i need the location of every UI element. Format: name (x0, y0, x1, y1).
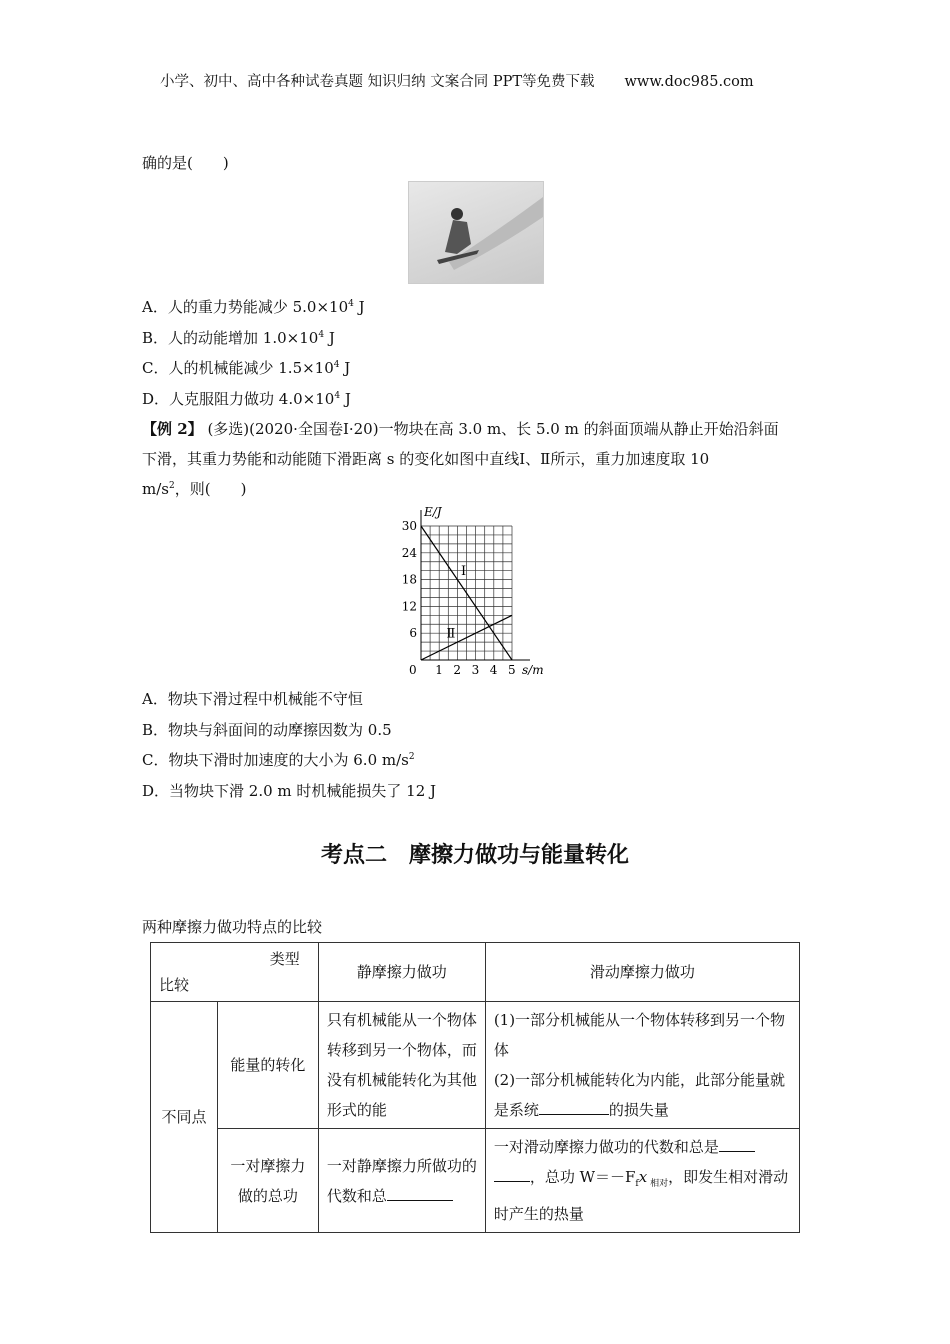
sandboarding-photo (408, 181, 544, 284)
option-a (142, 296, 365, 317)
option-b (142, 719, 392, 740)
option-d (142, 780, 436, 801)
photo-illustration (409, 182, 543, 283)
option-d (142, 388, 351, 409)
series-label-2: Ⅱ (446, 626, 456, 642)
static-text: 一对静摩擦力所做功的代数和总 (326, 1156, 477, 1205)
x-tick-label: 3 (471, 663, 480, 677)
option-unit: J (324, 328, 335, 347)
y-tick-label: 24 (401, 545, 417, 560)
x-tick-label: 1 (435, 663, 443, 677)
sliding-point2 (494, 1065, 791, 1125)
x-tick-label: 5 (508, 663, 516, 677)
sliding-cell (485, 1002, 799, 1129)
y-tick-label: 18 (401, 572, 417, 587)
option-c (142, 749, 415, 770)
q2-text1: (多选)(2020·全国卷Ⅰ·20)一物块在高 3.0 m、长 5.0 m 的斜面顶端从静止开始沿斜面 (202, 420, 779, 438)
q2-line1 (142, 418, 779, 439)
table-intro: 两种摩擦力做功特点的比较 (142, 918, 323, 936)
option-label: A． (142, 690, 168, 708)
energy-chart (390, 500, 544, 680)
option-label: D． (142, 781, 170, 800)
option-a (142, 688, 363, 709)
option-label: A． (142, 298, 168, 316)
example-tag: 【例 2】 (142, 420, 203, 438)
option-label: C． (142, 359, 169, 377)
sliding-text: ，即发生相对滑动时产生的热量 (493, 1168, 789, 1223)
x-axis-label: s/m (522, 663, 544, 677)
q1-stem: 确的是( ) (142, 154, 229, 172)
sub-f: f (635, 1179, 639, 1189)
option-text: 物块与斜面间的动摩擦因数为 0.5 (168, 720, 392, 739)
option-exp: 4 (318, 329, 325, 340)
var-x: x (638, 1168, 648, 1186)
option-text: 物块下滑时加速度的大小为 6.0 m/s (168, 751, 409, 769)
option-text: 人的机械能减少 1.5×10 (168, 359, 334, 377)
option-exp: 2 (408, 752, 415, 762)
q2-unit: m/s (142, 480, 169, 498)
sliding-cell (485, 1129, 799, 1233)
x-tick-label: 2 (453, 663, 462, 677)
row-label: 一对摩擦力做的总功 (218, 1129, 319, 1233)
sliding-point1: (1)一部分机械能从一个物体转移到另一个物体 (493, 1011, 786, 1059)
series-label-1: Ⅰ (461, 564, 467, 580)
y-tick-label: 6 (409, 626, 417, 641)
table-row (151, 1129, 800, 1233)
table-header-row (151, 943, 800, 1002)
option-text: 人的重力势能减少 5.0×10 (167, 298, 349, 316)
option-unit: J (353, 298, 365, 316)
option-exp: 4 (333, 360, 340, 370)
option-label: C． (142, 751, 169, 769)
option-b (142, 327, 335, 348)
option-c (142, 357, 350, 378)
option-label: B． (142, 720, 169, 739)
section-title: 考点二 摩擦力做功与能量转化 (320, 843, 629, 868)
col-static: 静摩擦力做功 (318, 943, 485, 1002)
y-axis-label: E/J (424, 505, 442, 519)
group-cell: 不同点 (151, 1002, 218, 1233)
page-header (160, 70, 754, 91)
static-cell: 只有机械能从一个物体转移到另一个物体，而没有机械能转化为其他形式的能 (318, 1002, 485, 1129)
col-sliding: 滑动摩擦力做功 (485, 943, 799, 1002)
x-tick-label: 0 (409, 663, 417, 677)
option-label: B． (142, 328, 169, 347)
sliding-text: ，总功 W＝－F (529, 1168, 636, 1186)
sliding-text: 一对滑动摩擦力做功的代数和总是 (493, 1138, 719, 1156)
static-cell (318, 1129, 485, 1233)
option-exp: 4 (334, 390, 341, 401)
header-url[interactable]: www.doc985.com (624, 74, 754, 90)
comparison-table (150, 942, 800, 1233)
x-tick-label: 4 (489, 663, 498, 677)
answer-blank[interactable] (387, 1184, 453, 1201)
corner-type: 类型 (269, 950, 300, 968)
answer-blank-cont[interactable] (494, 1165, 530, 1182)
answer-blank[interactable] (719, 1135, 755, 1152)
table-row (151, 1002, 800, 1129)
y-tick-label: 12 (401, 599, 417, 614)
sliding-text: (2)一部分机械能转化为内能，此部分能量就是系统 (493, 1071, 786, 1119)
option-text: 当物块下滑 2.0 m 时机械能损失了 12 J (169, 781, 437, 800)
option-text: 人的动能增加 1.0×10 (168, 328, 319, 347)
header-text: 小学、初中、高中各种试卷真题 知识归纳 文案合同 PPT等免费下载 (160, 74, 595, 90)
option-text: 物块下滑过程中机械能不守恒 (167, 690, 363, 708)
sliding-text: 的损失量 (608, 1101, 669, 1119)
y-tick-label: 30 (401, 519, 417, 533)
q2-tail: ，则( ) (174, 480, 247, 498)
option-exp: 4 (348, 299, 354, 309)
q2-exp: 2 (168, 481, 175, 491)
q2-line3 (142, 478, 246, 499)
corner-cell (151, 943, 319, 1002)
answer-blank[interactable] (539, 1098, 609, 1115)
corner-compare: 比较 (159, 976, 190, 994)
option-label: D． (142, 389, 170, 408)
option-unit: J (340, 389, 351, 408)
q2-line2: 下滑，其重力势能和动能随下滑距离 s 的变化如图中直线Ⅰ、Ⅱ所示，重力加速度取 10 (142, 450, 710, 468)
row-label: 能量的转化 (218, 1002, 319, 1129)
sub-rel: 相对 (647, 1179, 669, 1189)
option-unit: J (339, 359, 351, 377)
option-text: 人克服阻力做功 4.0×10 (169, 389, 335, 408)
